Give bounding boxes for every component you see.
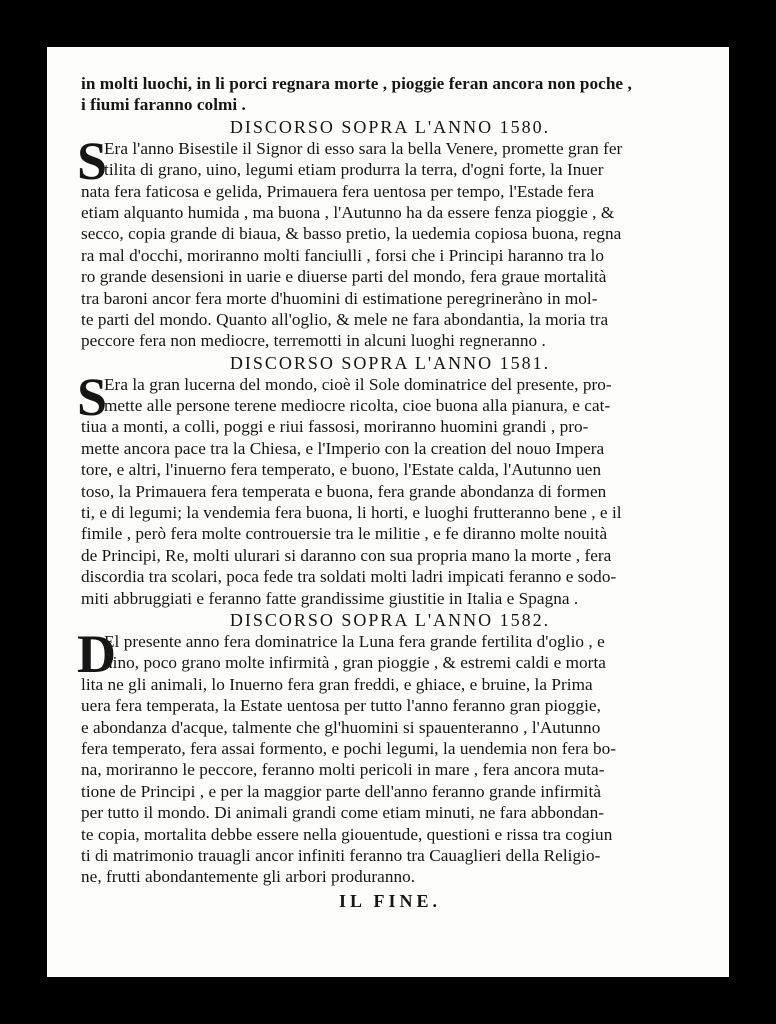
text-line: miti abbruggiati e feranno fatte grandissime giustitie in Italia e Spagna . [81,588,579,608]
text-line: etiam alquanto humida , ma buona , l'Autunno ha da essere fenza pioggie , & [81,202,615,222]
text-line: tore, e altri, l'inuerno fera temperato, e buono, l'Estate calda, l'Autunno uen [81,460,602,480]
text-line: fera temperato, fera assai formento, e pochi legumi, la uendemia non fera bo- [81,738,616,758]
discourse-section-1581 [77,352,699,609]
text-line: fimile , però fera molte controuersie tra le militie , e fe diranno molte nouità [81,524,608,544]
text-line: tiua a monti, a colli, poggi e riui fassosi, moriranno huomini grandi , pro- [81,417,589,437]
text-line: i fiumi faranno colmi . [81,95,246,115]
section-heading: DISCORSO SOPRA L'ANNO 1581. [229,352,551,373]
section-heading: DISCORSO SOPRA L'ANNO 1582. [229,609,551,630]
drop-cap: S [77,366,108,427]
text-line: mette alle persone terene mediocre ricolta, cioe buona alla pianura, e cat- [104,396,611,416]
text-line: ne, frutti abondantemente gli arbori produranno. [81,867,416,887]
drop-cap: S [77,130,108,191]
printed-page [47,47,729,977]
text-line: ti, e di legumi; la vendemia fera buona, li horti, e luoghi frutteranno bene , e il [81,503,622,523]
text-line: uino, poco grano molte infirmità , gran pioggie , & estremi caldi e morta [104,653,606,673]
text-line: in molti luochi, in li porci regnara morte , pioggie feran ancora non poche , [81,74,632,93]
text-line: ra mal d'occhi, moriranno molti fanciulli , forsi che i Principi haranno tra lo [81,245,604,265]
text-line: toso, la Primauera fera temperata e buona, fera grande abondanza di formen [81,481,607,501]
drop-cap: D [77,623,116,684]
text-line: peccore fera non mediocre, terremotti in alcuni luoghi regneranno . [81,331,546,351]
intro-text [81,73,699,116]
text-line: na, moriranno le peccore, feranno molti pericoli in mare , fera ancora muta- [81,760,605,780]
text-line: te parti del mondo. Quanto all'oglio, & mele ne fara abondantia, la moria tra [81,309,609,329]
text-line: tione de Principi , e per la maggior parte dell'anno feranno grande infirmità [81,781,601,801]
text-line: lita ne gli animali, lo Inuerno fera gran freddi, e ghiace, e bruine, la Prima [81,674,593,694]
text-line: ro grande desensioni in uarie e diuerse parti del mondo, fera graue mortalità [81,267,607,287]
discourse-section-1580 [77,116,699,352]
text-line: de Principi, Re, molti ulurari si daranno con sua propria mano la morte , fera [81,545,612,565]
end-title: IL FINE. [338,890,442,911]
text-line: tra baroni ancor fera morte d'huomini di estimatione peregrineràno in mol- [81,288,598,308]
text-line: discordia tra scolari, poca fede tra soldati molti ladri impicati feranno e sodo- [81,567,617,587]
text-line: uera fera temperata, la Estate uentosa per tutto l'anno feranno gran pioggie, [81,696,601,716]
text-line: Era la gran lucerna del mondo, cioè il Sole dominatrice del presente, pro- [104,374,612,394]
text-line: Era l'anno Bisestile il Signor di esso sara la bella Venere, promette gran fer [104,138,623,158]
text-line: mette ancora pace tra la Chiesa, e l'Imperio con la creation del nouo Impera [81,438,605,458]
text-line: tilita di grano, uino, legumi etiam produrra la terra, d'ogni forte, la Inuer [104,160,604,180]
text-line: El presente anno fera dominatrice la Luna fera grande fertilita d'oglio , e [104,631,605,651]
section-heading: DISCORSO SOPRA L'ANNO 1580. [229,116,551,137]
text-line: ti di matrimonio trauagli ancor infiniti feranno tra Cauaglieri della Religio- [81,845,601,865]
text-line: e abondanza d'acque, talmente che gl'huomini si spauenteranno , l'Autunno [81,717,601,737]
text-line: secco, copia grande di biaua, & basso pretio, la uedemia copiosa buona, regna [81,224,622,244]
text-line: te copia, mortalita debbe essere nella giouentude, questioni e rissa tra cogiun [81,824,613,844]
discourse-section-1582 [77,609,699,888]
text-line: per tutto il mondo. Di animali grandi come etiam minuti, ne fara abbondan- [81,803,604,823]
text-line: nata fera faticosa e gelida, Primauera fera uentosa per tempo, l'Estade fera [81,181,595,201]
